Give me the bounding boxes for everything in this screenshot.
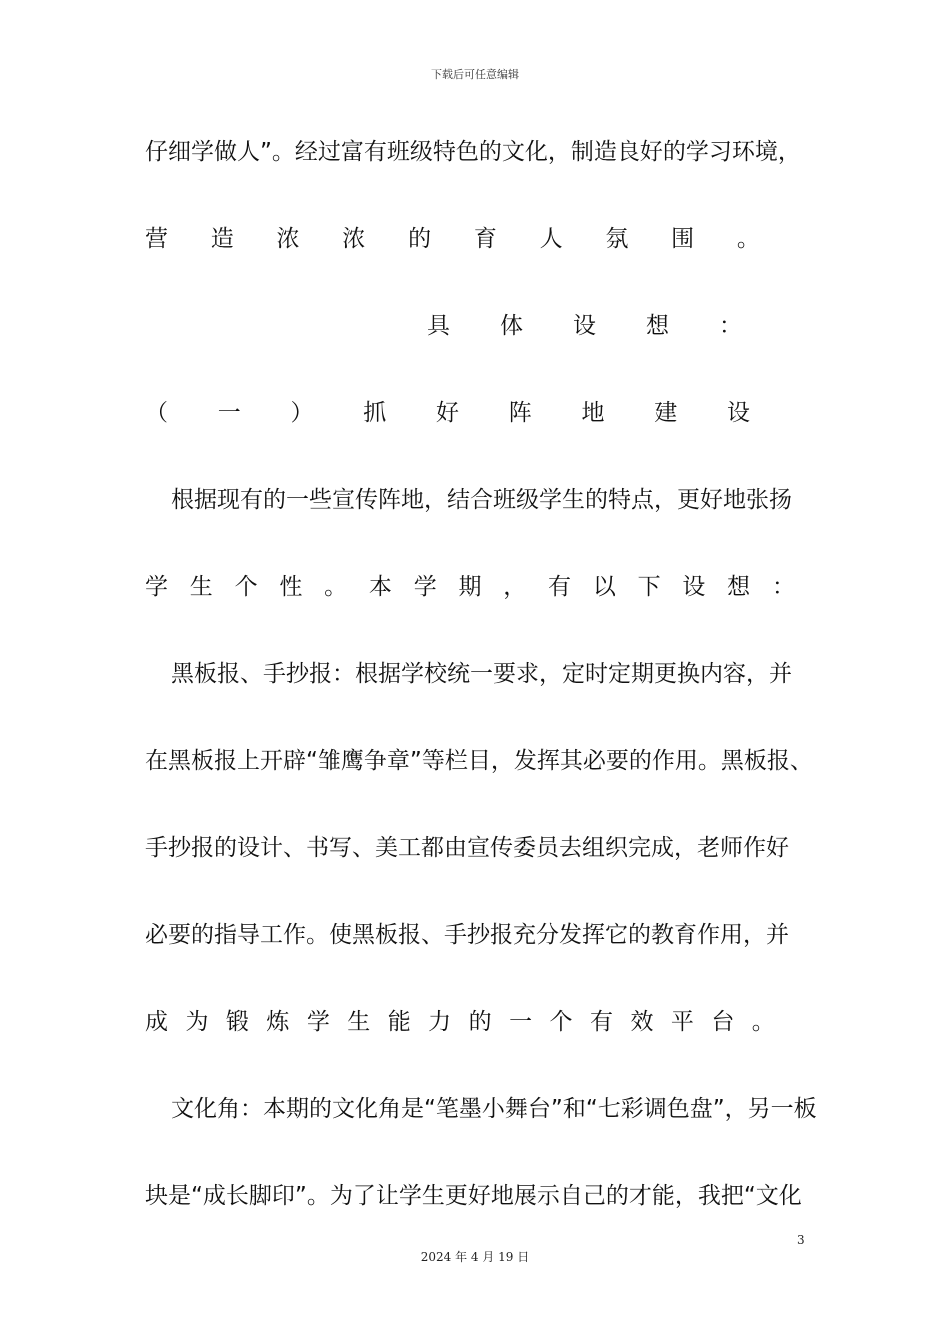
paragraph-2-line-3: 手抄报的设计、书写、美工都由宣传委员去组织完成，老师作好 <box>145 835 789 861</box>
glyph: 设 <box>573 313 596 339</box>
paragraph-2-line-2: 在黑板报上开辟“雏鹰争章”等栏目，发挥其必要的作用。黑板报、 <box>145 748 813 774</box>
page-header: 下载后可任意编辑 <box>431 68 519 81</box>
glyph: 。 <box>751 1009 775 1035</box>
glyph: 平 <box>670 1009 694 1035</box>
glyph: 有 <box>548 574 572 600</box>
glyph: 浓 <box>276 226 300 252</box>
glyph: 育 <box>473 226 497 252</box>
glyph: 一 <box>217 400 241 426</box>
section-heading <box>427 306 742 346</box>
glyph: 学 <box>413 574 437 600</box>
glyph: 具 <box>427 313 450 339</box>
glyph: 生 <box>189 574 213 600</box>
paragraph-3-line-1: 文化角：本期的文化角是“笔墨小舞台”和“七彩调色盘”，另一板 <box>171 1096 817 1122</box>
glyph: 设 <box>727 400 750 426</box>
glyph: 想 <box>727 574 751 600</box>
glyph: 人 <box>539 226 563 252</box>
glyph: 抓 <box>363 400 387 426</box>
glyph: 设 <box>682 574 706 600</box>
paragraph-2-line-5 <box>145 1002 775 1042</box>
glyph: 台 <box>711 1009 735 1035</box>
glyph: （ <box>145 400 168 426</box>
glyph: 有 <box>589 1009 613 1035</box>
glyph: 生 <box>347 1009 371 1035</box>
glyph: 阵 <box>508 400 532 426</box>
glyph: 造 <box>210 226 234 252</box>
glyph: 建 <box>654 400 678 426</box>
glyph: 锻 <box>225 1009 249 1035</box>
glyph: 本 <box>368 574 392 600</box>
glyph: 地 <box>581 400 605 426</box>
paragraph-1-line-1: 根据现有的一些宣传阵地，结合班级学生的特点，更好地张扬 <box>171 487 792 513</box>
glyph: 个 <box>549 1009 573 1035</box>
glyph: 好 <box>436 400 459 426</box>
glyph: 营 <box>145 226 168 252</box>
text-line-1: 仔细学做人”。经过富有班级特色的文化，制造良好的学习环境， <box>145 139 801 165</box>
glyph: 效 <box>630 1009 654 1035</box>
glyph: 以 <box>592 574 616 600</box>
footer-date: 2024 年 4 月 19 日 <box>420 1250 530 1264</box>
glyph: 力 <box>428 1009 452 1035</box>
paragraph-3-line-2: 块是“成长脚印”。为了让学生更好地展示自己的才能，我把“文化 <box>145 1183 802 1209</box>
glyph: ： <box>771 574 795 600</box>
glyph: 为 <box>185 1009 209 1035</box>
glyph: 的 <box>468 1009 492 1035</box>
paragraph-1-line-2 <box>145 567 795 607</box>
page-number: 3 <box>797 1233 805 1247</box>
glyph: ） <box>290 400 314 426</box>
glyph: 个 <box>234 574 258 600</box>
glyph: 成 <box>145 1009 168 1035</box>
glyph: 浓 <box>342 226 366 252</box>
glyph: 。 <box>324 574 348 600</box>
glyph: 下 <box>637 574 661 600</box>
paragraph-2-line-4: 必要的指导工作。使黑板报、手抄报充分发挥它的教育作用，并 <box>145 922 789 948</box>
glyph: 想 <box>646 313 669 339</box>
glyph: 。 <box>736 226 760 252</box>
text-line-2 <box>145 219 760 259</box>
glyph: 学 <box>306 1009 330 1035</box>
glyph: 氛 <box>605 226 629 252</box>
glyph: 一 <box>509 1009 533 1035</box>
paragraph-2-line-1: 黑板报、手抄报：根据学校统一要求，定时定期更换内容，并 <box>171 661 792 687</box>
glyph: 性 <box>279 574 303 600</box>
glyph: 期 <box>458 574 482 600</box>
subsection-heading <box>145 393 750 433</box>
glyph: ： <box>719 313 742 339</box>
glyph: 炼 <box>266 1009 290 1035</box>
glyph: ， <box>503 574 527 600</box>
glyph: 体 <box>500 313 523 339</box>
glyph: 的 <box>408 226 432 252</box>
glyph: 能 <box>387 1009 411 1035</box>
glyph: 围 <box>671 226 695 252</box>
glyph: 学 <box>145 574 168 600</box>
